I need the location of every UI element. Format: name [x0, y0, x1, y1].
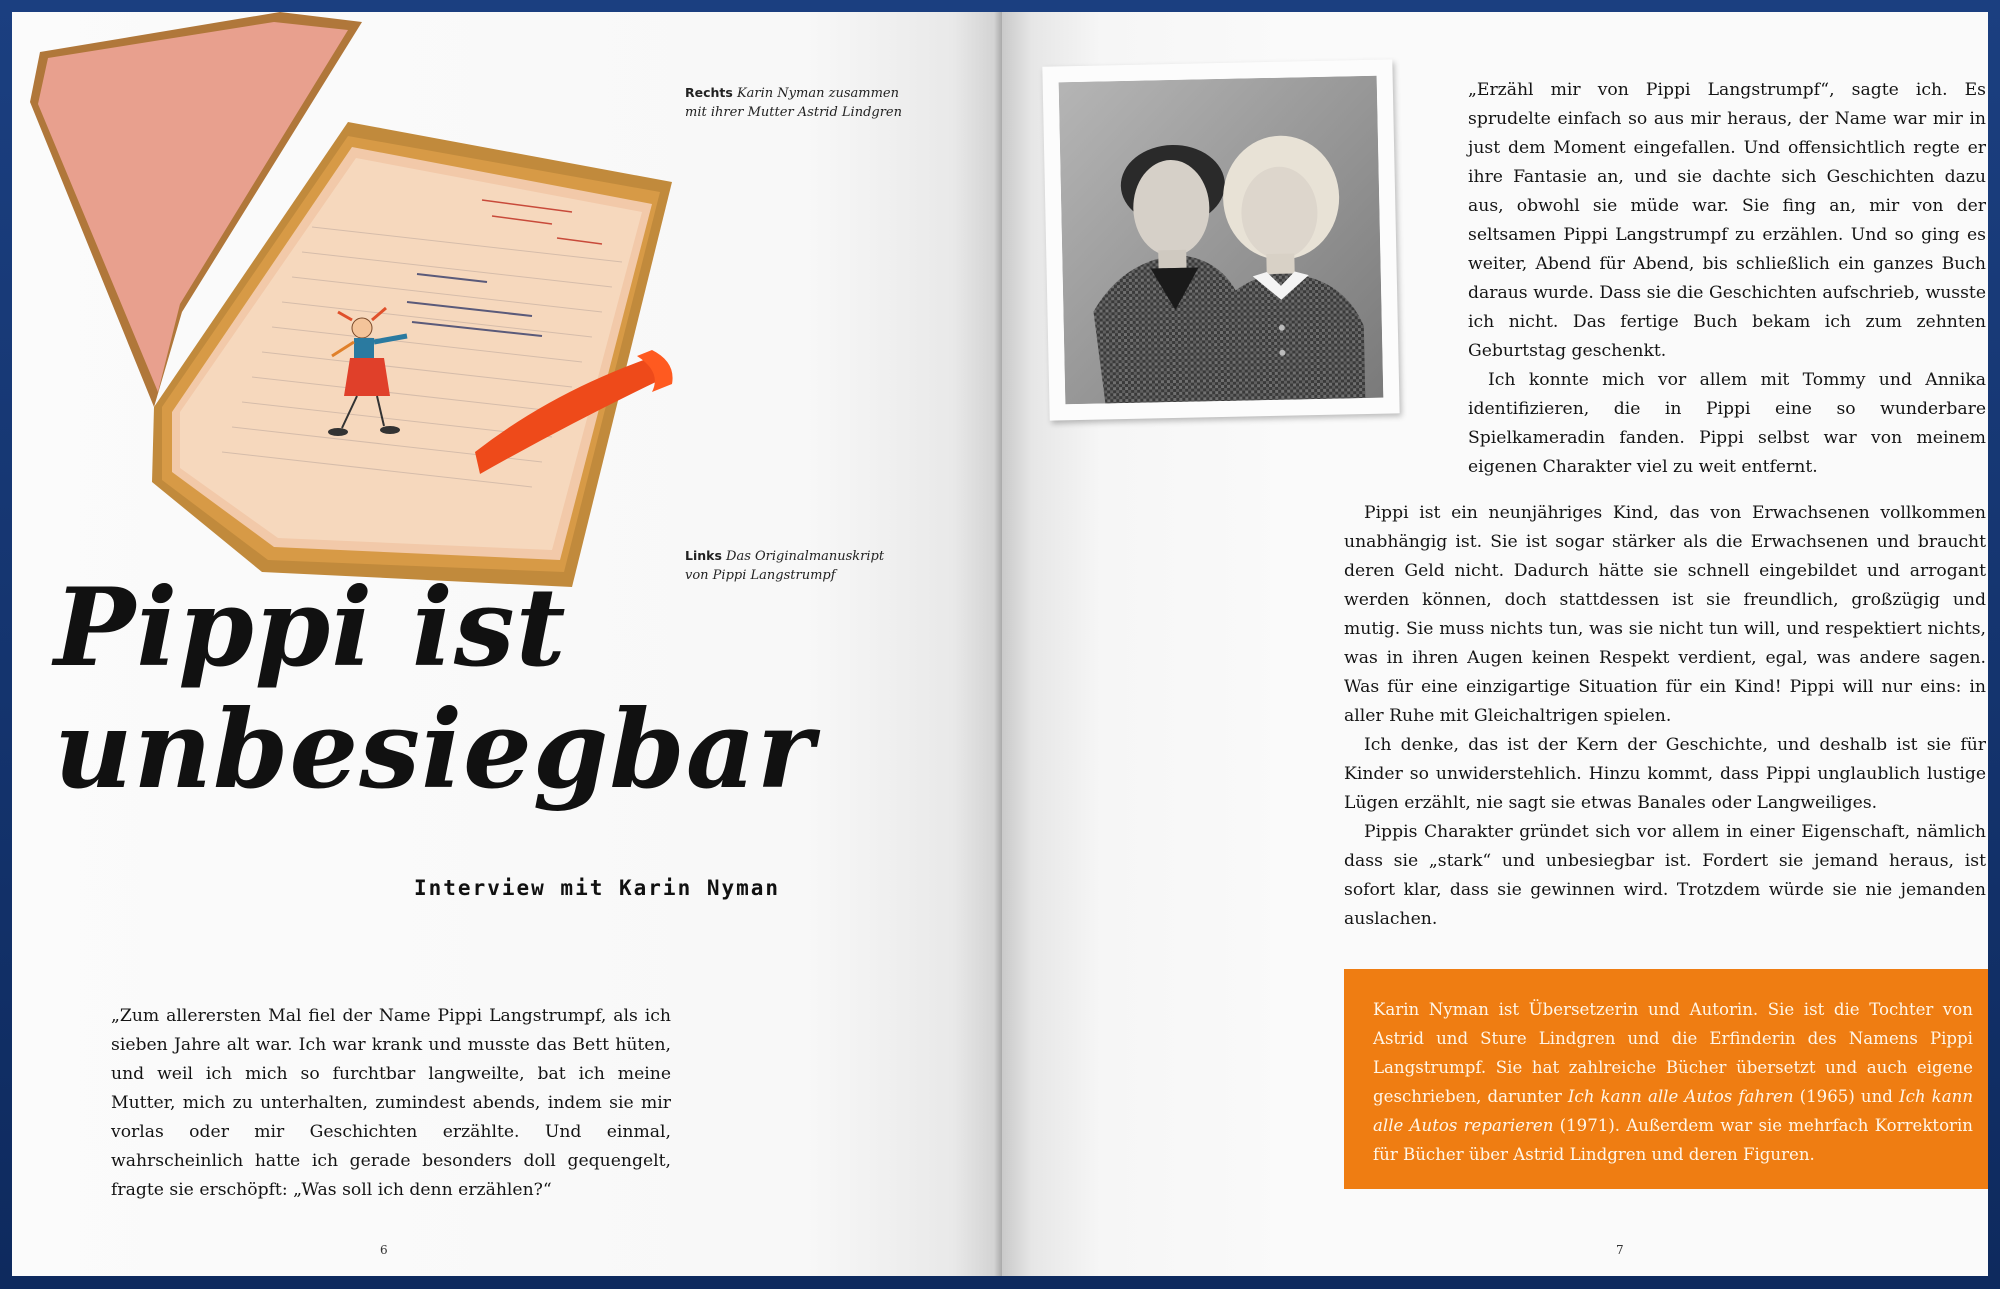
info-text-part-3: (1971). Außerdem war sie mehrfach Korrektorin für Bücher über Astrid Lindgren und deren Figuren. [1373, 1116, 1973, 1164]
right-paragraph-3: Pippi ist ein neunjähriges Kind, das von Erwachsenen vollkommen unabhängig ist. Sie ist sogar stärker als die Erwachsenen und braucht deren Geld nicht. Dadurch hätte sie schnell eingebildet und arrogant werden können, doch stattdessen ist sie freundlich, großzügig und mutig. Sie muss nichts tun, was sie nicht tun will, und respektiert nichts, was in ihren Augen keinen Respekt verdient, egal, was andere sagen. Was für eine einzigartige Situation für ein Kind! Pippi will nur eins: in aller Ruhe mit Gleichaltrigen spielen. [1344, 503, 1986, 726]
page-number-left: 6 [380, 1243, 388, 1257]
author-info-text [1373, 995, 1973, 1169]
right-bottom-text [1344, 499, 1986, 934]
caption-right-text-1: Karin Nyman zusammen [736, 86, 899, 101]
info-text-part-2: (1965) und [1793, 1087, 1900, 1106]
info-text-part-1: Karin Nyman ist Übersetzerin und Autorin. Sie ist die Tochter von Astrid und Sture Lindgren und die Erfinderin des Namens Pippi Langstrumpf. Sie hat zahlreiche Bücher übersetzt und auch eigene geschrieben, darunter [1373, 1000, 1973, 1106]
article-title [54, 567, 814, 811]
mother-daughter-photo [1042, 59, 1399, 420]
caption-left-text-2: von Pippi Langstrumpf [685, 568, 836, 583]
manuscript-box-image [12, 12, 692, 592]
caption-right-photo [685, 83, 902, 122]
caption-right-label: Rechts [685, 85, 733, 100]
article-subtitle: Interview mit Karin Nyman [414, 876, 781, 900]
right-paragraph-4: Ich denke, das ist der Kern der Geschichte, und deshalb ist sie für Kinder so unwiderstehlich. Hinzu kommt, dass Pippi unglaublich lustige Lügen erzählt, nie sagt sie etwas Banales oder Langweiliges. [1344, 735, 1986, 813]
caption-left-label: Links [685, 548, 722, 563]
author-info-box [1344, 969, 1988, 1189]
book-title-1: Ich kann alle Autos fahren [1567, 1087, 1794, 1106]
book-title-2: Ich kann alle Autos reparieren [1373, 1087, 1973, 1135]
caption-left-text-1: Das Originalmanuskript [726, 549, 885, 564]
title-line-1: Pippi ist [54, 565, 567, 691]
left-body-text [111, 1002, 671, 1205]
right-paragraph-5: Pippis Charakter gründet sich vor allem in einer Eigenschaft, nämlich dass sie „stark“ und unbesiegbar ist. Fordert sie jemand heraus, ist sofort klar, dass sie gewinnen wird. Trotzdem würde sie nie jemanden auslachen. [1344, 822, 1986, 929]
black-white-portrait-image [1059, 76, 1384, 405]
title-line-2: unbesiegbar [54, 687, 815, 813]
right-paragraph-1: „Erzähl mir von Pippi Langstrumpf“, sagte ich. Es sprudelte einfach so aus mir heraus, der Name war mir in just dem Moment eingefallen. Und offensichtlich regte er ihre Fantasie an, und sie dachte sich Geschichten dazu aus, obwohl sie müde war. Sie fing an, mir von der seltsamen Pippi Langstrumpf zu erzählen. Und so ging es weiter, Abend für Abend, bis schließlich ein ganzes Buch daraus wurde. Dass sie die Geschichten aufschrieb, wusste ich nicht. Das fertige Buch bekam ich zum zehnten Geburtstag geschenkt. [1468, 80, 1986, 361]
left-body-paragraph: „Zum allerersten Mal fiel der Name Pippi Langstrumpf, als ich sieben Jahre alt war. Ich war krank und musste das Bett hüten, und weil ich mich so furchtbar langweilte, bat ich meine Mutter, mich zu unterhalten, zumindest abends, indem sie mir vorlas oder mir Geschichten erzählte. Und einmal, wahrscheinlich hatte ich gerade besonders doll gequengelt, fragte sie erschöpft: „Was soll ich denn erzählen?“ [111, 1006, 671, 1200]
right-top-text [1468, 76, 1986, 482]
right-page [1002, 12, 1988, 1276]
right-paragraph-2: Ich konnte mich vor allem mit Tommy und Annika identifizieren, die in Pippi eine so wunderbare Spielkameradin fanden. Pippi selbst war von meinem eigenen Charakter viel zu weit entfernt. [1468, 370, 1986, 477]
caption-right-text-2: mit ihrer Mutter Astrid Lindgren [685, 105, 902, 120]
left-page [12, 12, 1002, 1276]
page-number-right: 7 [1616, 1243, 1624, 1257]
